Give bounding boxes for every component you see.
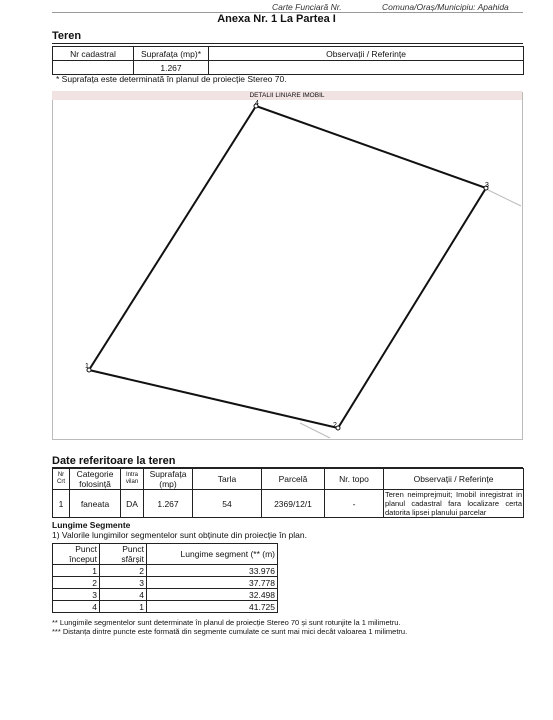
col-suprafata-mp: Suprafața (mp) xyxy=(144,469,193,490)
col-observatii-ref: Observații / Referințe xyxy=(384,469,524,490)
point-label-1: 1 xyxy=(85,363,89,370)
col-nr-cadastral: Nr cadastral xyxy=(53,47,134,61)
segment-end: 2 xyxy=(100,565,147,577)
segment-end: 4 xyxy=(100,589,147,601)
segment-length: 33.976 xyxy=(147,565,278,577)
segment-start: 1 xyxy=(53,565,100,577)
suprafata-value: 1.267 xyxy=(134,61,209,75)
segmente-header-row xyxy=(53,544,278,565)
date-teren-data-row xyxy=(53,490,524,518)
observatii-ref-value: Teren neimprejmuit; Imobil inregistrat in planul cadastral fara localizare certa datorita lipsei planului parcelar xyxy=(385,490,522,517)
table-row xyxy=(53,589,278,601)
col-nr-crt: Nr Crt xyxy=(53,469,70,490)
col-intravilan: Intra vilan xyxy=(121,469,144,490)
col-suprafata: Suprafața (mp)* xyxy=(134,47,209,61)
segment-length: 32.498 xyxy=(147,589,278,601)
segmente-table xyxy=(52,543,278,613)
distanta-footnote: *** Distanța dintre puncte este formată din segmente cumulate ce sunt mai mici decât valoarea 1 milimetru. xyxy=(52,627,408,636)
segment-end: 1 xyxy=(100,601,147,613)
teren-section-title: Teren xyxy=(52,30,82,42)
tarla-value: 54 xyxy=(193,490,262,518)
date-teren-table xyxy=(52,468,524,518)
point-label-4: 4 xyxy=(255,100,259,107)
col-nr-topo: Nr. topo xyxy=(325,469,384,490)
col-categorie: Categorie folosință xyxy=(70,469,121,490)
date-teren-header-row xyxy=(53,469,524,490)
categorie-value: faneata xyxy=(70,490,121,518)
col-lungime: Lungime segment (** (m) xyxy=(147,544,278,565)
point-label-3: 3 xyxy=(485,182,489,189)
col-tarla: Tarla xyxy=(193,469,262,490)
segment-length: 41.725 xyxy=(147,601,278,613)
locality-label: Comuna/Oraș/Municipiu: Apahida xyxy=(382,2,509,12)
col-parcela: Parcelă xyxy=(262,469,325,490)
segment-start: 2 xyxy=(53,577,100,589)
lungimi-footnote: ** Lungimile segmentelor sunt determinate în planul de proiecție Stereo 70 și sunt rotunjite la 1 milimetru. xyxy=(52,618,401,627)
segment-start: 3 xyxy=(53,589,100,601)
table-row xyxy=(53,565,278,577)
table-row xyxy=(53,577,278,589)
date-teren-title: Date referitoare la teren xyxy=(52,455,176,467)
segmente-title: Lungime Segmente xyxy=(52,520,131,530)
table-row xyxy=(53,601,278,613)
annex-title: Anexa Nr. 1 La Partea I xyxy=(217,13,336,25)
carte-funciara-label: Carte Funciară Nr. xyxy=(272,2,342,12)
col-punct-inceput: Punct început xyxy=(53,544,100,565)
parcel-outline xyxy=(89,106,486,428)
col-observatii: Observații / Referințe xyxy=(209,47,524,61)
segment-start: 4 xyxy=(53,601,100,613)
segmente-subtitle: 1) Valorile lungimilor segmentelor sunt obținute din proiecție în plan. xyxy=(52,530,307,540)
nr-crt-value: 1 xyxy=(53,490,70,518)
segment-length: 37.778 xyxy=(147,577,278,589)
suprafata-footnote: * Suprafața este determinată în planul de proiecție Stereo 70. xyxy=(56,74,287,84)
point-label-2: 2 xyxy=(333,422,337,429)
plan-title: DETALII LINIARE IMOBIL xyxy=(52,91,522,100)
segment-end: 3 xyxy=(100,577,147,589)
intravilan-value: DA xyxy=(121,490,144,518)
nr-topo-value: - xyxy=(325,490,384,518)
parcela-value: 2369/12/1 xyxy=(262,490,325,518)
suprafata-mp-value: 1.267 xyxy=(144,490,193,518)
col-punct-sfarsit: Punct sfârșit xyxy=(100,544,147,565)
